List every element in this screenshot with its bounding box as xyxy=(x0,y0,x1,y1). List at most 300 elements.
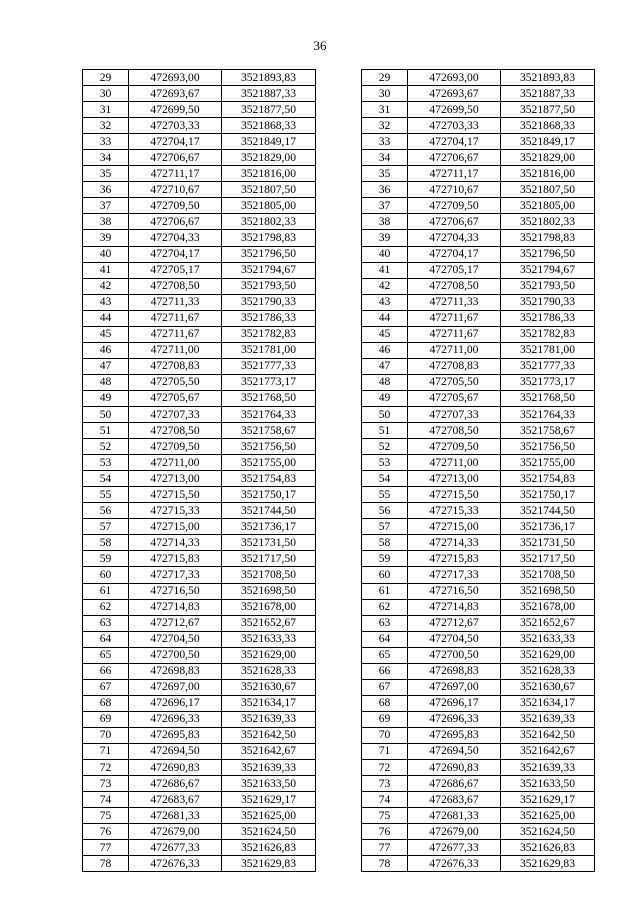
left-x-coordinate-cell: 472696,33 xyxy=(129,711,222,727)
right-x-coordinate-cell: 472711,00 xyxy=(408,342,501,358)
left-x-coordinate-cell: 472704,33 xyxy=(129,230,222,246)
table-row xyxy=(83,358,595,374)
right-point-number-cell: 51 xyxy=(362,423,408,439)
left-point-number-cell: 45 xyxy=(83,326,129,342)
left-point-number-cell: 73 xyxy=(83,776,129,792)
column-gap xyxy=(316,535,362,551)
table-row xyxy=(83,70,595,86)
left-y-coordinate-cell: 3521893,83 xyxy=(222,70,316,86)
left-x-coordinate-cell: 472700,50 xyxy=(129,647,222,663)
right-point-number-cell: 62 xyxy=(362,599,408,615)
right-point-number-cell: 49 xyxy=(362,390,408,406)
right-point-number-cell: 77 xyxy=(362,840,408,856)
left-x-coordinate-cell: 472683,67 xyxy=(129,792,222,808)
left-point-number-cell: 50 xyxy=(83,406,129,422)
table-row xyxy=(83,439,595,455)
left-x-coordinate-cell: 472686,67 xyxy=(129,776,222,792)
right-x-coordinate-cell: 472698,83 xyxy=(408,663,501,679)
right-point-number-cell: 44 xyxy=(362,310,408,326)
left-x-coordinate-cell: 472715,33 xyxy=(129,503,222,519)
right-y-coordinate-cell: 3521744,50 xyxy=(501,503,595,519)
table-row xyxy=(83,262,595,278)
right-y-coordinate-cell: 3521798,83 xyxy=(501,230,595,246)
right-x-coordinate-cell: 472693,00 xyxy=(408,70,501,86)
left-x-coordinate-cell: 472698,83 xyxy=(129,663,222,679)
right-y-coordinate-cell: 3521868,33 xyxy=(501,118,595,134)
left-y-coordinate-cell: 3521629,17 xyxy=(222,792,316,808)
right-x-coordinate-cell: 472707,33 xyxy=(408,406,501,422)
left-y-coordinate-cell: 3521786,33 xyxy=(222,310,316,326)
left-x-coordinate-cell: 472704,17 xyxy=(129,246,222,262)
left-point-number-cell: 38 xyxy=(83,214,129,230)
left-x-coordinate-cell: 472695,83 xyxy=(129,727,222,743)
right-x-coordinate-cell: 472706,67 xyxy=(408,150,501,166)
left-point-number-cell: 75 xyxy=(83,808,129,824)
right-point-number-cell: 75 xyxy=(362,808,408,824)
left-y-coordinate-cell: 3521798,83 xyxy=(222,230,316,246)
column-gap xyxy=(316,487,362,503)
right-x-coordinate-cell: 472703,33 xyxy=(408,118,501,134)
left-y-coordinate-cell: 3521877,50 xyxy=(222,102,316,118)
right-point-number-cell: 65 xyxy=(362,647,408,663)
left-point-number-cell: 59 xyxy=(83,551,129,567)
left-y-coordinate-cell: 3521750,17 xyxy=(222,487,316,503)
right-x-coordinate-cell: 472715,50 xyxy=(408,487,501,503)
right-y-coordinate-cell: 3521793,50 xyxy=(501,278,595,294)
left-x-coordinate-cell: 472704,17 xyxy=(129,134,222,150)
right-x-coordinate-cell: 472679,00 xyxy=(408,824,501,840)
right-point-number-cell: 40 xyxy=(362,246,408,262)
left-x-coordinate-cell: 472710,67 xyxy=(129,182,222,198)
right-y-coordinate-cell: 3521796,50 xyxy=(501,246,595,262)
left-point-number-cell: 34 xyxy=(83,150,129,166)
left-point-number-cell: 36 xyxy=(83,182,129,198)
left-point-number-cell: 72 xyxy=(83,760,129,776)
right-point-number-cell: 29 xyxy=(362,70,408,86)
table-row xyxy=(83,310,595,326)
left-x-coordinate-cell: 472709,50 xyxy=(129,198,222,214)
column-gap xyxy=(316,262,362,278)
right-y-coordinate-cell: 3521629,17 xyxy=(501,792,595,808)
left-y-coordinate-cell: 3521764,33 xyxy=(222,406,316,422)
column-gap xyxy=(316,166,362,182)
left-x-coordinate-cell: 472717,33 xyxy=(129,567,222,583)
column-gap xyxy=(316,663,362,679)
right-x-coordinate-cell: 472704,17 xyxy=(408,246,501,262)
right-point-number-cell: 71 xyxy=(362,743,408,759)
left-x-coordinate-cell: 472716,50 xyxy=(129,583,222,599)
left-y-coordinate-cell: 3521782,83 xyxy=(222,326,316,342)
right-point-number-cell: 31 xyxy=(362,102,408,118)
left-y-coordinate-cell: 3521633,33 xyxy=(222,631,316,647)
left-x-coordinate-cell: 472706,67 xyxy=(129,150,222,166)
left-y-coordinate-cell: 3521629,83 xyxy=(222,856,316,872)
right-x-coordinate-cell: 472683,67 xyxy=(408,792,501,808)
left-y-coordinate-cell: 3521802,33 xyxy=(222,214,316,230)
left-point-number-cell: 52 xyxy=(83,439,129,455)
table-row xyxy=(83,583,595,599)
right-y-coordinate-cell: 3521626,83 xyxy=(501,840,595,856)
left-x-coordinate-cell: 472715,83 xyxy=(129,551,222,567)
right-x-coordinate-cell: 472711,00 xyxy=(408,455,501,471)
table-row xyxy=(83,808,595,824)
right-point-number-cell: 55 xyxy=(362,487,408,503)
right-y-coordinate-cell: 3521849,17 xyxy=(501,134,595,150)
table-row xyxy=(83,342,595,358)
column-gap xyxy=(316,390,362,406)
table-row xyxy=(83,824,595,840)
left-y-coordinate-cell: 3521633,50 xyxy=(222,776,316,792)
table-row xyxy=(83,230,595,246)
right-y-coordinate-cell: 3521802,33 xyxy=(501,214,595,230)
column-gap xyxy=(316,118,362,134)
right-x-coordinate-cell: 472694,50 xyxy=(408,743,501,759)
left-y-coordinate-cell: 3521756,50 xyxy=(222,439,316,455)
left-y-coordinate-cell: 3521625,00 xyxy=(222,808,316,824)
right-point-number-cell: 61 xyxy=(362,583,408,599)
left-x-coordinate-cell: 472708,50 xyxy=(129,278,222,294)
right-y-coordinate-cell: 3521758,67 xyxy=(501,423,595,439)
left-point-number-cell: 43 xyxy=(83,294,129,310)
right-point-number-cell: 33 xyxy=(362,134,408,150)
column-gap xyxy=(316,583,362,599)
left-point-number-cell: 42 xyxy=(83,278,129,294)
left-y-coordinate-cell: 3521717,50 xyxy=(222,551,316,567)
left-point-number-cell: 37 xyxy=(83,198,129,214)
left-y-coordinate-cell: 3521796,50 xyxy=(222,246,316,262)
table-row xyxy=(83,792,595,808)
right-y-coordinate-cell: 3521805,00 xyxy=(501,198,595,214)
left-y-coordinate-cell: 3521768,50 xyxy=(222,390,316,406)
right-x-coordinate-cell: 472697,00 xyxy=(408,679,501,695)
left-y-coordinate-cell: 3521639,33 xyxy=(222,711,316,727)
right-point-number-cell: 60 xyxy=(362,567,408,583)
left-point-number-cell: 44 xyxy=(83,310,129,326)
table-row xyxy=(83,727,595,743)
right-y-coordinate-cell: 3521887,33 xyxy=(501,86,595,102)
right-y-coordinate-cell: 3521893,83 xyxy=(501,70,595,86)
right-x-coordinate-cell: 472686,67 xyxy=(408,776,501,792)
left-x-coordinate-cell: 472711,67 xyxy=(129,310,222,326)
right-point-number-cell: 50 xyxy=(362,406,408,422)
left-point-number-cell: 62 xyxy=(83,599,129,615)
right-y-coordinate-cell: 3521768,50 xyxy=(501,390,595,406)
right-y-coordinate-cell: 3521764,33 xyxy=(501,406,595,422)
right-x-coordinate-cell: 472693,67 xyxy=(408,86,501,102)
right-point-number-cell: 43 xyxy=(362,294,408,310)
right-y-coordinate-cell: 3521634,17 xyxy=(501,695,595,711)
right-point-number-cell: 37 xyxy=(362,198,408,214)
table-row xyxy=(83,760,595,776)
table-row xyxy=(83,406,595,422)
left-y-coordinate-cell: 3521758,67 xyxy=(222,423,316,439)
left-point-number-cell: 70 xyxy=(83,727,129,743)
right-point-number-cell: 45 xyxy=(362,326,408,342)
left-x-coordinate-cell: 472699,50 xyxy=(129,102,222,118)
right-point-number-cell: 76 xyxy=(362,824,408,840)
left-point-number-cell: 47 xyxy=(83,358,129,374)
left-point-number-cell: 58 xyxy=(83,535,129,551)
right-point-number-cell: 46 xyxy=(362,342,408,358)
right-y-coordinate-cell: 3521708,50 xyxy=(501,567,595,583)
left-point-number-cell: 32 xyxy=(83,118,129,134)
left-y-coordinate-cell: 3521790,33 xyxy=(222,294,316,310)
column-gap xyxy=(316,471,362,487)
left-y-coordinate-cell: 3521639,33 xyxy=(222,760,316,776)
left-y-coordinate-cell: 3521816,00 xyxy=(222,166,316,182)
left-point-number-cell: 76 xyxy=(83,824,129,840)
table-row xyxy=(83,599,595,615)
right-y-coordinate-cell: 3521630,67 xyxy=(501,679,595,695)
column-gap xyxy=(316,374,362,390)
right-point-number-cell: 54 xyxy=(362,471,408,487)
right-y-coordinate-cell: 3521807,50 xyxy=(501,182,595,198)
left-point-number-cell: 46 xyxy=(83,342,129,358)
left-x-coordinate-cell: 472714,33 xyxy=(129,535,222,551)
right-x-coordinate-cell: 472700,50 xyxy=(408,647,501,663)
right-y-coordinate-cell: 3521754,83 xyxy=(501,471,595,487)
table-row xyxy=(83,631,595,647)
right-point-number-cell: 56 xyxy=(362,503,408,519)
left-y-coordinate-cell: 3521731,50 xyxy=(222,535,316,551)
left-y-coordinate-cell: 3521793,50 xyxy=(222,278,316,294)
left-x-coordinate-cell: 472712,67 xyxy=(129,615,222,631)
right-point-number-cell: 74 xyxy=(362,792,408,808)
table-row xyxy=(83,294,595,310)
left-y-coordinate-cell: 3521754,83 xyxy=(222,471,316,487)
table-row xyxy=(83,743,595,759)
right-x-coordinate-cell: 472713,00 xyxy=(408,471,501,487)
right-point-number-cell: 36 xyxy=(362,182,408,198)
left-point-number-cell: 71 xyxy=(83,743,129,759)
page-number: 36 xyxy=(313,38,327,53)
right-y-coordinate-cell: 3521629,00 xyxy=(501,647,595,663)
right-y-coordinate-cell: 3521628,33 xyxy=(501,663,595,679)
column-gap xyxy=(316,278,362,294)
table-row xyxy=(83,86,595,102)
right-y-coordinate-cell: 3521790,33 xyxy=(501,294,595,310)
column-gap xyxy=(316,631,362,647)
right-x-coordinate-cell: 472704,33 xyxy=(408,230,501,246)
column-gap xyxy=(316,647,362,663)
left-point-number-cell: 49 xyxy=(83,390,129,406)
left-y-coordinate-cell: 3521630,67 xyxy=(222,679,316,695)
right-point-number-cell: 69 xyxy=(362,711,408,727)
right-y-coordinate-cell: 3521816,00 xyxy=(501,166,595,182)
left-x-coordinate-cell: 472709,50 xyxy=(129,439,222,455)
left-point-number-cell: 54 xyxy=(83,471,129,487)
column-gap xyxy=(316,150,362,166)
right-y-coordinate-cell: 3521642,50 xyxy=(501,727,595,743)
right-point-number-cell: 39 xyxy=(362,230,408,246)
table-row xyxy=(83,503,595,519)
left-y-coordinate-cell: 3521736,17 xyxy=(222,519,316,535)
table-row xyxy=(83,102,595,118)
left-point-number-cell: 56 xyxy=(83,503,129,519)
table-row xyxy=(83,455,595,471)
table-row xyxy=(83,134,595,150)
left-x-coordinate-cell: 472677,33 xyxy=(129,840,222,856)
right-x-coordinate-cell: 472714,83 xyxy=(408,599,501,615)
right-y-coordinate-cell: 3521777,33 xyxy=(501,358,595,374)
right-point-number-cell: 30 xyxy=(362,86,408,102)
right-x-coordinate-cell: 472699,50 xyxy=(408,102,501,118)
right-x-coordinate-cell: 472690,83 xyxy=(408,760,501,776)
column-gap xyxy=(316,695,362,711)
right-y-coordinate-cell: 3521829,00 xyxy=(501,150,595,166)
left-point-number-cell: 69 xyxy=(83,711,129,727)
table-row xyxy=(83,567,595,583)
right-x-coordinate-cell: 472706,67 xyxy=(408,214,501,230)
right-point-number-cell: 70 xyxy=(362,727,408,743)
left-x-coordinate-cell: 472706,67 xyxy=(129,214,222,230)
right-point-number-cell: 72 xyxy=(362,760,408,776)
column-gap xyxy=(316,824,362,840)
left-x-coordinate-cell: 472676,33 xyxy=(129,856,222,872)
right-x-coordinate-cell: 472676,33 xyxy=(408,856,501,872)
table-row xyxy=(83,695,595,711)
column-gap xyxy=(316,342,362,358)
left-y-coordinate-cell: 3521829,00 xyxy=(222,150,316,166)
right-y-coordinate-cell: 3521782,83 xyxy=(501,326,595,342)
right-x-coordinate-cell: 472710,67 xyxy=(408,182,501,198)
left-x-coordinate-cell: 472690,83 xyxy=(129,760,222,776)
right-x-coordinate-cell: 472711,67 xyxy=(408,326,501,342)
right-x-coordinate-cell: 472712,67 xyxy=(408,615,501,631)
column-gap xyxy=(316,840,362,856)
left-point-number-cell: 74 xyxy=(83,792,129,808)
column-gap xyxy=(316,423,362,439)
right-x-coordinate-cell: 472695,83 xyxy=(408,727,501,743)
left-point-number-cell: 48 xyxy=(83,374,129,390)
column-gap xyxy=(316,808,362,824)
right-point-number-cell: 52 xyxy=(362,439,408,455)
right-point-number-cell: 41 xyxy=(362,262,408,278)
right-y-coordinate-cell: 3521639,33 xyxy=(501,711,595,727)
right-point-number-cell: 66 xyxy=(362,663,408,679)
column-gap xyxy=(316,358,362,374)
right-x-coordinate-cell: 472716,50 xyxy=(408,583,501,599)
right-x-coordinate-cell: 472705,50 xyxy=(408,374,501,390)
left-x-coordinate-cell: 472708,50 xyxy=(129,423,222,439)
left-y-coordinate-cell: 3521805,00 xyxy=(222,198,316,214)
left-y-coordinate-cell: 3521626,83 xyxy=(222,840,316,856)
column-gap xyxy=(316,198,362,214)
table-row xyxy=(83,423,595,439)
table-row xyxy=(83,118,595,134)
right-y-coordinate-cell: 3521652,67 xyxy=(501,615,595,631)
table-row xyxy=(83,326,595,342)
coordinates-table-body xyxy=(83,70,595,872)
left-y-coordinate-cell: 3521849,17 xyxy=(222,134,316,150)
table-row xyxy=(83,647,595,663)
column-gap xyxy=(316,760,362,776)
left-y-coordinate-cell: 3521642,67 xyxy=(222,743,316,759)
right-x-coordinate-cell: 472696,17 xyxy=(408,695,501,711)
column-gap xyxy=(316,615,362,631)
left-y-coordinate-cell: 3521652,67 xyxy=(222,615,316,631)
table-row xyxy=(83,487,595,503)
table-row xyxy=(83,198,595,214)
column-gap xyxy=(316,856,362,872)
right-point-number-cell: 59 xyxy=(362,551,408,567)
right-point-number-cell: 34 xyxy=(362,150,408,166)
left-x-coordinate-cell: 472679,00 xyxy=(129,824,222,840)
left-x-coordinate-cell: 472681,33 xyxy=(129,808,222,824)
column-gap xyxy=(316,134,362,150)
left-point-number-cell: 78 xyxy=(83,856,129,872)
table-row xyxy=(83,856,595,872)
right-x-coordinate-cell: 472709,50 xyxy=(408,198,501,214)
left-x-coordinate-cell: 472713,00 xyxy=(129,471,222,487)
left-x-coordinate-cell: 472715,00 xyxy=(129,519,222,535)
table-row xyxy=(83,615,595,631)
left-y-coordinate-cell: 3521773,17 xyxy=(222,374,316,390)
right-x-coordinate-cell: 472709,50 xyxy=(408,439,501,455)
right-x-coordinate-cell: 472705,17 xyxy=(408,262,501,278)
left-point-number-cell: 51 xyxy=(83,423,129,439)
left-x-coordinate-cell: 472715,50 xyxy=(129,487,222,503)
column-gap xyxy=(316,230,362,246)
left-point-number-cell: 35 xyxy=(83,166,129,182)
left-x-coordinate-cell: 472697,00 xyxy=(129,679,222,695)
left-x-coordinate-cell: 472711,33 xyxy=(129,294,222,310)
left-y-coordinate-cell: 3521887,33 xyxy=(222,86,316,102)
left-y-coordinate-cell: 3521642,50 xyxy=(222,727,316,743)
column-gap xyxy=(316,567,362,583)
left-point-number-cell: 77 xyxy=(83,840,129,856)
right-y-coordinate-cell: 3521773,17 xyxy=(501,374,595,390)
right-y-coordinate-cell: 3521877,50 xyxy=(501,102,595,118)
right-y-coordinate-cell: 3521731,50 xyxy=(501,535,595,551)
right-y-coordinate-cell: 3521625,00 xyxy=(501,808,595,824)
left-x-coordinate-cell: 472696,17 xyxy=(129,695,222,711)
column-gap xyxy=(316,455,362,471)
right-point-number-cell: 38 xyxy=(362,214,408,230)
right-y-coordinate-cell: 3521633,33 xyxy=(501,631,595,647)
left-y-coordinate-cell: 3521708,50 xyxy=(222,567,316,583)
left-point-number-cell: 33 xyxy=(83,134,129,150)
right-y-coordinate-cell: 3521786,33 xyxy=(501,310,595,326)
left-x-coordinate-cell: 472705,50 xyxy=(129,374,222,390)
left-x-coordinate-cell: 472704,50 xyxy=(129,631,222,647)
column-gap xyxy=(316,406,362,422)
right-point-number-cell: 47 xyxy=(362,358,408,374)
table-row xyxy=(83,374,595,390)
column-gap xyxy=(316,326,362,342)
column-gap xyxy=(316,519,362,535)
left-point-number-cell: 68 xyxy=(83,695,129,711)
left-y-coordinate-cell: 3521624,50 xyxy=(222,824,316,840)
right-y-coordinate-cell: 3521717,50 xyxy=(501,551,595,567)
right-x-coordinate-cell: 472711,67 xyxy=(408,310,501,326)
column-gap xyxy=(316,503,362,519)
left-y-coordinate-cell: 3521698,50 xyxy=(222,583,316,599)
left-point-number-cell: 55 xyxy=(83,487,129,503)
column-gap xyxy=(316,792,362,808)
right-x-coordinate-cell: 472711,33 xyxy=(408,294,501,310)
left-point-number-cell: 57 xyxy=(83,519,129,535)
right-y-coordinate-cell: 3521629,83 xyxy=(501,856,595,872)
table-row xyxy=(83,214,595,230)
right-x-coordinate-cell: 472715,00 xyxy=(408,519,501,535)
right-point-number-cell: 58 xyxy=(362,535,408,551)
column-gap xyxy=(316,70,362,86)
column-gap xyxy=(316,551,362,567)
right-y-coordinate-cell: 3521736,17 xyxy=(501,519,595,535)
left-y-coordinate-cell: 3521794,67 xyxy=(222,262,316,278)
column-gap xyxy=(316,727,362,743)
